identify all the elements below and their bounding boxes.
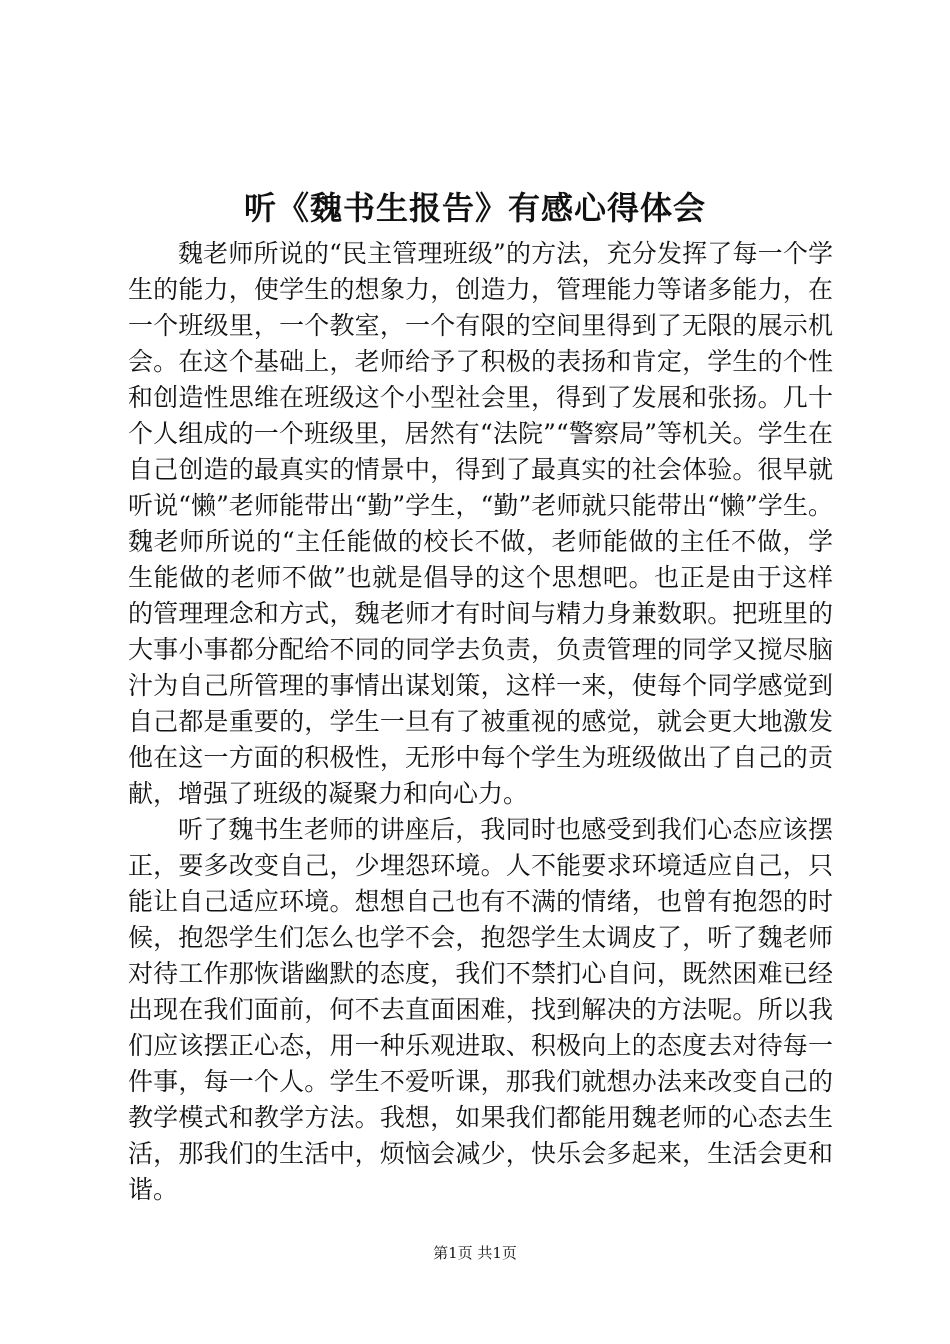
document-body [128,236,833,1208]
document-title: 听《魏书生报告》有感心得体会 [243,189,706,227]
paragraph-1: 魏老师所说的“民主管理班级”的方法，充分发挥了每一个学生的能力，使学生的想象力，创造力，管理能力等诸多能力，在一个班级里，一个教室，一个有限的空间里得到了无限的展示机会。在这个基础上，老师给予了积极的表扬和肯定，学生的个性和创造性思维在班级这个小型社会里，得到了发展和张扬。几十个人组成的一个班级里，居然有“法院”“警察局”等机关。学生在自己创造的最真实的情景中，得到了最真实的社会体验。很早就听说“懒”老师能带出“勤”学生，“勤”老师就只能带出“懒”学生。魏老师所说的“主任能做的校长不做，老师能做的主任不做，学生能做的老师不做”也就是倡导的这个思想吧。也正是由于这样的管理理念和方式，魏老师才有时间与精力身兼数职。把班里的大事小事都分配给不同的同学去负责，负责管理的同学又搅尽脑汁为自己所管理的事情出谋划策，这样一来，使每个同学感觉到自己都是重要的，学生一旦有了被重视的感觉，就会更大地激发他在这一方面的积极性，无形中每个学生为班级做出了自己的贡献，增强了班级的凝聚力和向心力。 [128,239,833,808]
paragraph-2: 听了魏书生老师的讲座后，我同时也感受到我们心态应该摆正，要多改变自己，少埋怨环境。人不能要求环境适应自己，只能让自己适应环境。想想自己也有不满的情绪，也曾有抱怨的时候，抱怨学生们怎么也学不会，抱怨学生太调皮了，听了魏老师对待工作那恢谐幽默的态度，我们不禁扪心自问，既然困难已经出现在我们面前，何不去直面困难，找到解决的方法呢。所以我们应该摆正心态，用一种乐观进取、积极向上的态度去对待每一件事，每一个人。学生不爱听课，那我们就想办法来改变自己的教学模式和教学方法。我想，如果我们都能用魏老师的心态去生活，那我们的生活中，烦恼会减少，快乐会多起来，生活会更和谐。 [128,815,833,1204]
page-footer: 第1页 共1页 [433,1244,517,1262]
